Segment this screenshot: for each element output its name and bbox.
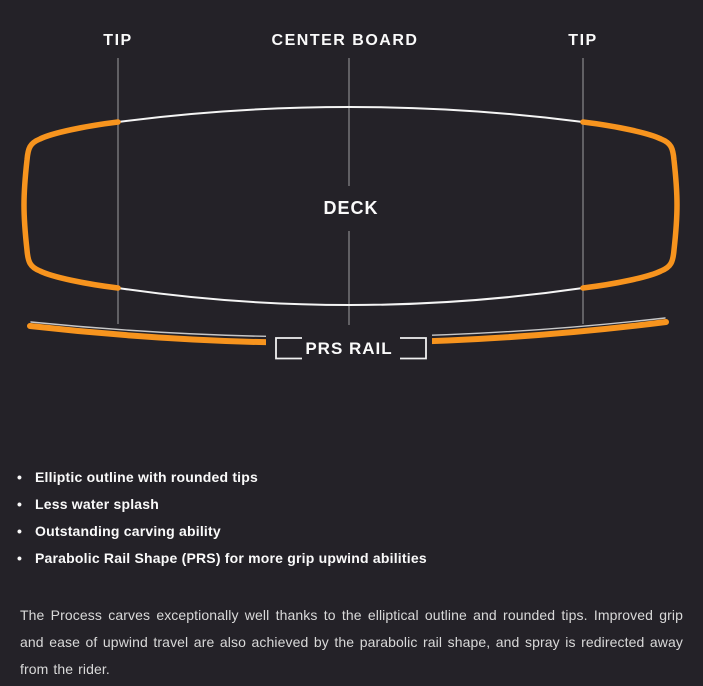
bullet-dot: • — [17, 496, 23, 512]
feature-item-text: Parabolic Rail Shape (PRS) for more grip upwind abilities — [35, 550, 427, 566]
deck-label: DECK — [323, 198, 379, 218]
tip-label-right: TIP — [568, 32, 598, 49]
board-tip-left-rail — [24, 122, 118, 288]
center-board-label: CENTER BOARD — [271, 32, 419, 49]
feature-list — [0, 464, 703, 572]
tip-label-left: TIP — [103, 32, 133, 49]
feature-item-text: Less water splash — [35, 496, 160, 512]
board-tip-right-rail — [583, 122, 677, 288]
board-bottom-edge — [118, 288, 583, 305]
bullet-dot: • — [17, 550, 23, 566]
feature-item — [0, 545, 703, 572]
bullet-dot: • — [17, 523, 23, 539]
description-paragraph: The Process carves exceptionally well thanks to the elliptical outline and rounded tips. Improved grip and ease of upwind travel are also achieved by the parabolic rail shape, and spray is redirected away from the rider. — [20, 607, 683, 677]
bullet-dot: • — [17, 469, 23, 485]
feature-item-text: Elliptic outline with rounded tips — [35, 469, 259, 485]
board-top-edge — [118, 107, 583, 122]
feature-item — [0, 491, 703, 518]
feature-item-text: Outstanding carving ability — [35, 523, 221, 539]
prs-rail-label: PRS RAIL — [305, 339, 393, 358]
feature-item — [0, 518, 703, 545]
feature-item — [0, 464, 703, 491]
